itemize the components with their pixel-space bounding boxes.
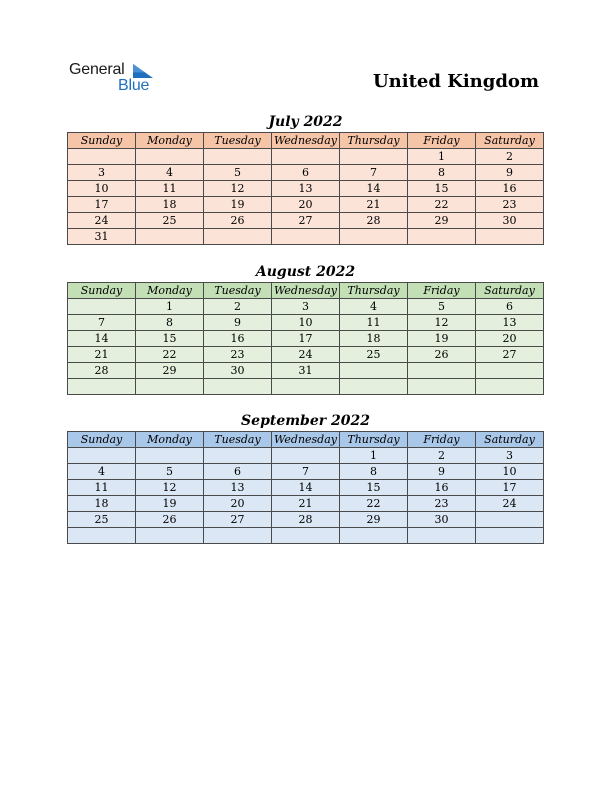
day-cell bbox=[136, 379, 204, 395]
logo-flag-icon bbox=[133, 64, 153, 78]
day-cell bbox=[204, 448, 272, 464]
day-cell: 25 bbox=[68, 512, 136, 528]
day-cell: 22 bbox=[340, 496, 408, 512]
day-cell: 14 bbox=[272, 480, 340, 496]
day-cell bbox=[204, 229, 272, 245]
week-row bbox=[68, 464, 544, 480]
day-cell: 10 bbox=[272, 315, 340, 331]
day-cell: 8 bbox=[136, 315, 204, 331]
day-cell: 18 bbox=[68, 496, 136, 512]
day-cell bbox=[204, 149, 272, 165]
general-blue-logo bbox=[69, 61, 169, 97]
day-cell: 19 bbox=[204, 197, 272, 213]
day-cell: 11 bbox=[340, 315, 408, 331]
day-cell: 26 bbox=[408, 347, 476, 363]
day-cell: 15 bbox=[340, 480, 408, 496]
week-row bbox=[68, 512, 544, 528]
day-cell: 16 bbox=[476, 181, 544, 197]
day-cell: 29 bbox=[136, 363, 204, 379]
day-cell: 28 bbox=[272, 512, 340, 528]
month-calendar bbox=[67, 112, 544, 245]
day-cell: 23 bbox=[408, 496, 476, 512]
week-row bbox=[68, 347, 544, 363]
day-cell bbox=[340, 379, 408, 395]
day-cell: 4 bbox=[136, 165, 204, 181]
weekday-header: Friday bbox=[408, 432, 476, 448]
day-cell: 7 bbox=[68, 315, 136, 331]
day-cell bbox=[340, 229, 408, 245]
weekday-header: Wednesday bbox=[272, 283, 340, 299]
day-cell: 29 bbox=[340, 512, 408, 528]
weekday-header: Saturday bbox=[476, 432, 544, 448]
day-cell bbox=[408, 229, 476, 245]
weekday-header-row bbox=[68, 432, 544, 448]
weekday-header: Wednesday bbox=[272, 133, 340, 149]
weekday-header: Monday bbox=[136, 133, 204, 149]
day-cell: 22 bbox=[408, 197, 476, 213]
day-cell: 2 bbox=[204, 299, 272, 315]
day-cell bbox=[68, 299, 136, 315]
week-row bbox=[68, 149, 544, 165]
day-cell: 15 bbox=[408, 181, 476, 197]
day-cell: 25 bbox=[340, 347, 408, 363]
day-cell: 26 bbox=[204, 213, 272, 229]
day-cell bbox=[68, 379, 136, 395]
day-cell: 17 bbox=[476, 480, 544, 496]
day-cell: 21 bbox=[68, 347, 136, 363]
day-cell: 4 bbox=[340, 299, 408, 315]
day-cell: 29 bbox=[408, 213, 476, 229]
weekday-header: Tuesday bbox=[204, 432, 272, 448]
logo-text-blue: Blue bbox=[118, 77, 150, 94]
day-cell: 27 bbox=[204, 512, 272, 528]
weekday-header: Saturday bbox=[476, 283, 544, 299]
week-row bbox=[68, 331, 544, 347]
weekday-header: Thursday bbox=[340, 133, 408, 149]
day-cell: 6 bbox=[272, 165, 340, 181]
calendar-grid bbox=[67, 132, 544, 245]
day-cell bbox=[340, 149, 408, 165]
month-title: September 2022 bbox=[241, 413, 370, 429]
day-cell bbox=[476, 363, 544, 379]
day-cell: 3 bbox=[476, 448, 544, 464]
day-cell bbox=[272, 229, 340, 245]
day-cell bbox=[476, 528, 544, 544]
weekday-header: Friday bbox=[408, 133, 476, 149]
day-cell bbox=[408, 379, 476, 395]
day-cell bbox=[476, 229, 544, 245]
day-cell bbox=[68, 528, 136, 544]
week-row bbox=[68, 480, 544, 496]
day-cell: 1 bbox=[340, 448, 408, 464]
weekday-header: Wednesday bbox=[272, 432, 340, 448]
calendar-grid bbox=[67, 431, 544, 544]
day-cell: 19 bbox=[408, 331, 476, 347]
day-cell: 7 bbox=[272, 464, 340, 480]
day-cell: 9 bbox=[408, 464, 476, 480]
week-row bbox=[68, 299, 544, 315]
day-cell: 1 bbox=[136, 299, 204, 315]
day-cell bbox=[136, 229, 204, 245]
day-cell bbox=[476, 379, 544, 395]
weekday-header: Sunday bbox=[68, 432, 136, 448]
logo-text-general: General bbox=[69, 61, 125, 78]
day-cell: 30 bbox=[476, 213, 544, 229]
day-cell bbox=[68, 149, 136, 165]
day-cell: 12 bbox=[408, 315, 476, 331]
day-cell: 17 bbox=[272, 331, 340, 347]
day-cell: 13 bbox=[272, 181, 340, 197]
day-cell: 14 bbox=[340, 181, 408, 197]
day-cell: 23 bbox=[476, 197, 544, 213]
month-calendar bbox=[67, 411, 544, 544]
day-cell bbox=[204, 379, 272, 395]
day-cell bbox=[136, 149, 204, 165]
day-cell bbox=[340, 363, 408, 379]
month-calendar bbox=[67, 262, 544, 395]
weekday-header: Thursday bbox=[340, 283, 408, 299]
day-cell: 21 bbox=[272, 496, 340, 512]
day-cell: 2 bbox=[408, 448, 476, 464]
day-cell: 19 bbox=[136, 496, 204, 512]
weekday-header: Sunday bbox=[68, 283, 136, 299]
day-cell: 27 bbox=[272, 213, 340, 229]
day-cell: 17 bbox=[68, 197, 136, 213]
week-row bbox=[68, 213, 544, 229]
day-cell: 5 bbox=[136, 464, 204, 480]
day-cell: 9 bbox=[476, 165, 544, 181]
day-cell: 8 bbox=[408, 165, 476, 181]
day-cell: 1 bbox=[408, 149, 476, 165]
day-cell bbox=[136, 448, 204, 464]
day-cell bbox=[340, 528, 408, 544]
day-cell bbox=[408, 363, 476, 379]
day-cell: 23 bbox=[204, 347, 272, 363]
day-cell: 4 bbox=[68, 464, 136, 480]
day-cell: 9 bbox=[204, 315, 272, 331]
calendar-grid bbox=[67, 282, 544, 395]
day-cell: 16 bbox=[408, 480, 476, 496]
weekday-header: Friday bbox=[408, 283, 476, 299]
week-row bbox=[68, 181, 544, 197]
day-cell: 13 bbox=[204, 480, 272, 496]
day-cell: 20 bbox=[272, 197, 340, 213]
day-cell: 21 bbox=[340, 197, 408, 213]
day-cell: 28 bbox=[340, 213, 408, 229]
day-cell: 20 bbox=[476, 331, 544, 347]
month-title: July 2022 bbox=[268, 114, 343, 130]
day-cell bbox=[476, 512, 544, 528]
day-cell: 14 bbox=[68, 331, 136, 347]
day-cell: 16 bbox=[204, 331, 272, 347]
day-cell bbox=[136, 528, 204, 544]
day-cell: 30 bbox=[204, 363, 272, 379]
day-cell: 31 bbox=[272, 363, 340, 379]
day-cell: 8 bbox=[340, 464, 408, 480]
day-cell: 6 bbox=[476, 299, 544, 315]
week-row bbox=[68, 528, 544, 544]
day-cell bbox=[272, 379, 340, 395]
day-cell: 11 bbox=[68, 480, 136, 496]
week-row bbox=[68, 165, 544, 181]
weekday-header: Saturday bbox=[476, 133, 544, 149]
week-row bbox=[68, 315, 544, 331]
day-cell bbox=[408, 528, 476, 544]
day-cell: 25 bbox=[136, 213, 204, 229]
day-cell: 30 bbox=[408, 512, 476, 528]
day-cell bbox=[204, 528, 272, 544]
month-title: August 2022 bbox=[255, 264, 356, 280]
day-cell: 28 bbox=[68, 363, 136, 379]
weekday-header: Tuesday bbox=[204, 283, 272, 299]
day-cell: 18 bbox=[340, 331, 408, 347]
weekday-header: Sunday bbox=[68, 133, 136, 149]
week-row bbox=[68, 448, 544, 464]
day-cell: 10 bbox=[476, 464, 544, 480]
weekday-header-row bbox=[68, 133, 544, 149]
country-title: United Kingdom bbox=[372, 71, 539, 92]
weekday-header-row bbox=[68, 283, 544, 299]
day-cell: 6 bbox=[204, 464, 272, 480]
week-row bbox=[68, 363, 544, 379]
day-cell: 24 bbox=[476, 496, 544, 512]
day-cell: 12 bbox=[136, 480, 204, 496]
day-cell: 18 bbox=[136, 197, 204, 213]
day-cell: 24 bbox=[68, 213, 136, 229]
day-cell: 5 bbox=[408, 299, 476, 315]
day-cell bbox=[272, 149, 340, 165]
day-cell bbox=[272, 448, 340, 464]
week-row bbox=[68, 496, 544, 512]
day-cell: 7 bbox=[340, 165, 408, 181]
week-row bbox=[68, 379, 544, 395]
day-cell: 5 bbox=[204, 165, 272, 181]
week-row bbox=[68, 197, 544, 213]
week-row bbox=[68, 229, 544, 245]
weekday-header: Tuesday bbox=[204, 133, 272, 149]
day-cell: 10 bbox=[68, 181, 136, 197]
weekday-header: Thursday bbox=[340, 432, 408, 448]
day-cell: 24 bbox=[272, 347, 340, 363]
day-cell: 15 bbox=[136, 331, 204, 347]
weekday-header: Monday bbox=[136, 283, 204, 299]
day-cell: 13 bbox=[476, 315, 544, 331]
day-cell: 27 bbox=[476, 347, 544, 363]
day-cell: 11 bbox=[136, 181, 204, 197]
day-cell: 12 bbox=[204, 181, 272, 197]
day-cell: 22 bbox=[136, 347, 204, 363]
weekday-header: Monday bbox=[136, 432, 204, 448]
day-cell bbox=[68, 448, 136, 464]
day-cell: 3 bbox=[68, 165, 136, 181]
day-cell: 20 bbox=[204, 496, 272, 512]
day-cell: 26 bbox=[136, 512, 204, 528]
day-cell: 31 bbox=[68, 229, 136, 245]
day-cell: 3 bbox=[272, 299, 340, 315]
day-cell bbox=[272, 528, 340, 544]
day-cell: 2 bbox=[476, 149, 544, 165]
